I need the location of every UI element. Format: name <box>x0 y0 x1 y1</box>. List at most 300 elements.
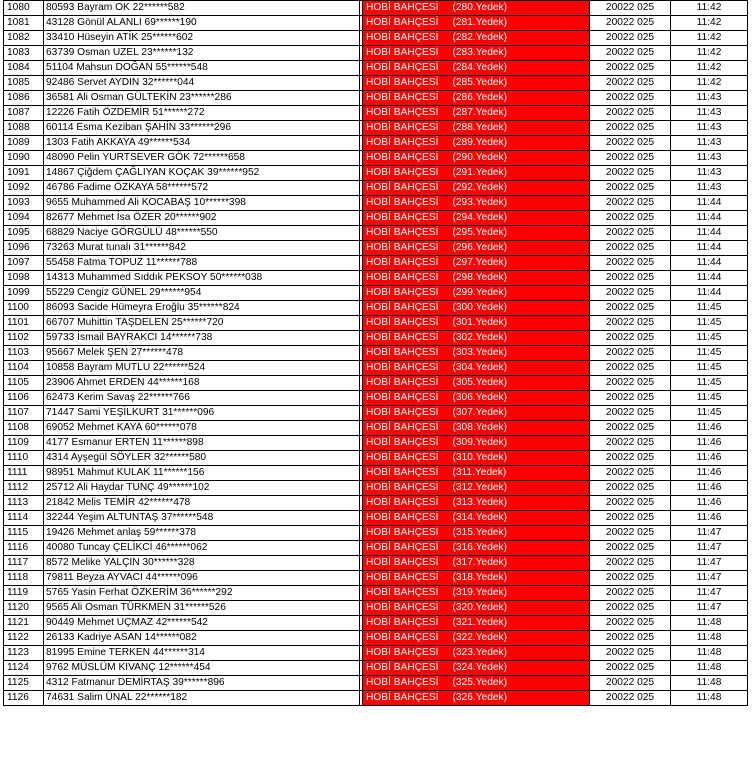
reserve-slot-label: (326.Yedek) <box>452 692 508 703</box>
results-table <box>3 0 748 706</box>
time-cell: 11:45 <box>671 361 748 376</box>
time-cell: 11:48 <box>671 676 748 691</box>
table-row <box>4 31 748 46</box>
department-label: HOBİ BAHÇESİ <box>366 182 439 193</box>
row-number-cell: 1082 <box>4 31 44 46</box>
code-cell: 20022 025 <box>590 586 671 601</box>
row-number-cell: 1123 <box>4 646 44 661</box>
department-cell <box>363 451 590 466</box>
row-number-cell: 1113 <box>4 496 44 511</box>
row-number-cell: 1089 <box>4 136 44 151</box>
table-row <box>4 406 748 421</box>
code-cell: 20022 025 <box>590 601 671 616</box>
reserve-slot-label: (300.Yedek) <box>452 302 508 313</box>
code-cell: 20022 025 <box>590 376 671 391</box>
code-cell: 20022 025 <box>590 211 671 226</box>
table-row <box>4 526 748 541</box>
department-label: HOBİ BAHÇESİ <box>366 392 439 403</box>
row-number-cell: 1084 <box>4 61 44 76</box>
time-cell: 11:46 <box>671 481 748 496</box>
row-number-cell: 1100 <box>4 301 44 316</box>
table-row <box>4 571 748 586</box>
department-label: HOBİ BAHÇESİ <box>366 17 439 28</box>
table-row <box>4 76 748 91</box>
applicant-name-cell: 80593 Bayram OK 22******582 <box>44 1 360 16</box>
table-row <box>4 391 748 406</box>
department-label: HOBİ BAHÇESİ <box>366 32 439 43</box>
time-cell: 11:48 <box>671 616 748 631</box>
time-cell: 11:43 <box>671 166 748 181</box>
time-cell: 11:44 <box>671 226 748 241</box>
table-row <box>4 91 748 106</box>
table-row <box>4 616 748 631</box>
row-number-cell: 1105 <box>4 376 44 391</box>
time-cell: 11:47 <box>671 526 748 541</box>
reserve-slot-label: (323.Yedek) <box>452 647 508 658</box>
code-cell: 20022 025 <box>590 76 671 91</box>
time-cell: 11:44 <box>671 196 748 211</box>
time-cell: 11:42 <box>671 46 748 61</box>
table-row <box>4 691 748 706</box>
table-row <box>4 121 748 136</box>
row-number-cell: 1115 <box>4 526 44 541</box>
department-label: HOBİ BAHÇESİ <box>366 122 439 133</box>
time-cell: 11:44 <box>671 271 748 286</box>
time-cell: 11:45 <box>671 346 748 361</box>
reserve-slot-label: (324.Yedek) <box>452 662 508 673</box>
time-cell: 11:48 <box>671 646 748 661</box>
reserve-slot-label: (301.Yedek) <box>452 317 508 328</box>
time-cell: 11:45 <box>671 316 748 331</box>
department-label: HOBİ BAHÇESİ <box>366 272 439 283</box>
code-cell: 20022 025 <box>590 16 671 31</box>
department-cell <box>363 271 590 286</box>
time-cell: 11:48 <box>671 691 748 706</box>
department-cell <box>363 541 590 556</box>
applicant-name-cell: 4177 Esmanur ERTEN 11******898 <box>44 436 360 451</box>
department-label: HOBİ BAHÇESİ <box>366 527 439 538</box>
table-row <box>4 241 748 256</box>
row-number-cell: 1088 <box>4 121 44 136</box>
reserve-slot-label: (282.Yedek) <box>452 32 508 43</box>
code-cell: 20022 025 <box>590 91 671 106</box>
code-cell: 20022 025 <box>590 61 671 76</box>
applicant-name-cell: 1303 Fatih AKKAYA 49******534 <box>44 136 360 151</box>
code-cell: 20022 025 <box>590 631 671 646</box>
row-number-cell: 1121 <box>4 616 44 631</box>
code-cell: 20022 025 <box>590 316 671 331</box>
applicant-name-cell: 81995 Emine TERKEN 44******314 <box>44 646 360 661</box>
time-cell: 11:47 <box>671 571 748 586</box>
department-cell <box>363 391 590 406</box>
department-cell <box>363 601 590 616</box>
row-number-cell: 1090 <box>4 151 44 166</box>
reserve-slot-label: (306.Yedek) <box>452 392 508 403</box>
table-row <box>4 181 748 196</box>
department-cell <box>363 46 590 61</box>
table-row <box>4 601 748 616</box>
applicant-name-cell: 66707 Muhittin TAŞDELEN 25******720 <box>44 316 360 331</box>
department-label: HOBİ BAHÇESİ <box>366 692 439 703</box>
applicant-name-cell: 12226 Fatih ÖZDEMİR 51******272 <box>44 106 360 121</box>
time-cell: 11:45 <box>671 406 748 421</box>
applicant-name-cell: 21842 Melis TEMİR 42******478 <box>44 496 360 511</box>
row-number-cell: 1108 <box>4 421 44 436</box>
time-cell: 11:42 <box>671 76 748 91</box>
department-label: HOBİ BAHÇESİ <box>366 167 439 178</box>
department-cell <box>363 616 590 631</box>
applicant-name-cell: 8572 Melike YALÇIN 30******328 <box>44 556 360 571</box>
code-cell: 20022 025 <box>590 166 671 181</box>
table-row <box>4 166 748 181</box>
applicant-name-cell: 59733 İsmail BAYRAKCI 14******738 <box>44 331 360 346</box>
applicant-name-cell: 9762 MÜSLÜM KIVANÇ 12******454 <box>44 661 360 676</box>
department-cell <box>363 91 590 106</box>
table-row <box>4 511 748 526</box>
code-cell: 20022 025 <box>590 136 671 151</box>
row-number-cell: 1102 <box>4 331 44 346</box>
applicant-name-cell: 98951 Mahmut KULAK 11******156 <box>44 466 360 481</box>
applicant-name-cell: 46786 Fadime ÖZKAYA 58******572 <box>44 181 360 196</box>
applicant-name-cell: 4314 Ayşegül SÖYLER 32******580 <box>44 451 360 466</box>
time-cell: 11:47 <box>671 601 748 616</box>
time-cell: 11:44 <box>671 256 748 271</box>
department-label: HOBİ BAHÇESİ <box>366 197 439 208</box>
code-cell: 20022 025 <box>590 241 671 256</box>
time-cell: 11:43 <box>671 106 748 121</box>
row-number-cell: 1081 <box>4 16 44 31</box>
department-label: HOBİ BAHÇESİ <box>366 302 439 313</box>
department-cell <box>363 76 590 91</box>
department-cell <box>363 676 590 691</box>
reserve-slot-label: (314.Yedek) <box>452 512 508 523</box>
department-cell <box>363 181 590 196</box>
reserve-slot-label: (320.Yedek) <box>452 602 508 613</box>
applicant-name-cell: 14313 Muhammed Sıddık PEKSOY 50******038 <box>44 271 360 286</box>
department-cell <box>363 286 590 301</box>
time-cell: 11:43 <box>671 151 748 166</box>
row-number-cell: 1126 <box>4 691 44 706</box>
department-cell <box>363 106 590 121</box>
code-cell: 20022 025 <box>590 391 671 406</box>
time-cell: 11:42 <box>671 31 748 46</box>
applicant-name-cell: 86093 Sacide Hümeyra Eroğlu 35******824 <box>44 301 360 316</box>
applicant-name-cell: 9565 Ali Osman TÜRKMEN 31******526 <box>44 601 360 616</box>
code-cell: 20022 025 <box>590 436 671 451</box>
table-row <box>4 421 748 436</box>
time-cell: 11:44 <box>671 211 748 226</box>
applicant-name-cell: 73263 Murat tunalı 31******842 <box>44 241 360 256</box>
table-row <box>4 481 748 496</box>
department-cell <box>363 196 590 211</box>
department-cell <box>363 1 590 16</box>
code-cell: 20022 025 <box>590 496 671 511</box>
department-cell <box>363 136 590 151</box>
row-number-cell: 1085 <box>4 76 44 91</box>
department-cell <box>363 226 590 241</box>
applicant-name-cell: 55229 Cengiz GÜNEL 29******954 <box>44 286 360 301</box>
code-cell: 20022 025 <box>590 1 671 16</box>
reserve-slot-label: (322.Yedek) <box>452 632 508 643</box>
time-cell: 11:42 <box>671 1 748 16</box>
table-row <box>4 556 748 571</box>
row-number-cell: 1104 <box>4 361 44 376</box>
department-label: HOBİ BAHÇESİ <box>366 107 439 118</box>
reserve-slot-label: (281.Yedek) <box>452 17 508 28</box>
applicant-name-cell: 71447 Sami YEŞİLKURT 31******096 <box>44 406 360 421</box>
department-cell <box>363 16 590 31</box>
code-cell: 20022 025 <box>590 421 671 436</box>
department-cell <box>363 691 590 706</box>
row-number-cell: 1096 <box>4 241 44 256</box>
code-cell: 20022 025 <box>590 31 671 46</box>
reserve-slot-label: (325.Yedek) <box>452 677 508 688</box>
department-cell <box>363 316 590 331</box>
department-label: HOBİ BAHÇESİ <box>366 377 439 388</box>
reserve-slot-label: (299.Yedek) <box>452 287 508 298</box>
table-row <box>4 661 748 676</box>
reserve-slot-label: (311.Yedek) <box>452 467 507 478</box>
time-cell: 11:43 <box>671 91 748 106</box>
department-cell <box>363 346 590 361</box>
department-label: HOBİ BAHÇESİ <box>366 407 439 418</box>
department-label: HOBİ BAHÇESİ <box>366 332 439 343</box>
reserve-slot-label: (317.Yedek) <box>452 557 508 568</box>
table-row <box>4 541 748 556</box>
department-cell <box>363 256 590 271</box>
row-number-cell: 1093 <box>4 196 44 211</box>
applicant-name-cell: 60114 Esma Keziban ŞAHİN 33******296 <box>44 121 360 136</box>
reserve-slot-label: (310.Yedek) <box>452 452 508 463</box>
reserve-slot-label: (319.Yedek) <box>452 587 508 598</box>
time-cell: 11:48 <box>671 631 748 646</box>
table-row <box>4 256 748 271</box>
code-cell: 20022 025 <box>590 256 671 271</box>
row-number-cell: 1119 <box>4 586 44 601</box>
reserve-slot-label: (287.Yedek) <box>452 107 508 118</box>
code-cell: 20022 025 <box>590 121 671 136</box>
department-label: HOBİ BAHÇESİ <box>366 242 439 253</box>
reserve-slot-label: (295.Yedek) <box>452 227 508 238</box>
department-label: HOBİ BAHÇESİ <box>366 422 439 433</box>
applicant-name-cell: 55458 Fatma TOPUZ 11******788 <box>44 256 360 271</box>
code-cell: 20022 025 <box>590 181 671 196</box>
department-cell <box>363 301 590 316</box>
applicant-name-cell: 68829 Naciye GÖRGÜLÜ 48******550 <box>44 226 360 241</box>
table-row <box>4 331 748 346</box>
table-row <box>4 226 748 241</box>
reserve-slot-label: (280.Yedek) <box>452 2 508 13</box>
reserve-slot-label: (309.Yedek) <box>452 437 508 448</box>
reserve-slot-label: (294.Yedek) <box>452 212 508 223</box>
applicant-name-cell: 79811 Beyza AYVACI 44******096 <box>44 571 360 586</box>
department-cell <box>363 211 590 226</box>
department-label: HOBİ BAHÇESİ <box>366 152 439 163</box>
reserve-slot-label: (290.Yedek) <box>452 152 508 163</box>
code-cell: 20022 025 <box>590 406 671 421</box>
department-label: HOBİ BAHÇESİ <box>366 137 439 148</box>
time-cell: 11:46 <box>671 451 748 466</box>
applicant-name-cell: 23906 Ahmet ERDEN 44******168 <box>44 376 360 391</box>
code-cell: 20022 025 <box>590 676 671 691</box>
table-row <box>4 361 748 376</box>
department-cell <box>363 151 590 166</box>
code-cell: 20022 025 <box>590 286 671 301</box>
row-number-cell: 1094 <box>4 211 44 226</box>
department-label: HOBİ BAHÇESİ <box>366 662 439 673</box>
row-number-cell: 1124 <box>4 661 44 676</box>
code-cell: 20022 025 <box>590 691 671 706</box>
time-cell: 11:43 <box>671 181 748 196</box>
table-row <box>4 46 748 61</box>
row-number-cell: 1106 <box>4 391 44 406</box>
department-cell <box>363 511 590 526</box>
code-cell: 20022 025 <box>590 526 671 541</box>
department-label: HOBİ BAHÇESİ <box>366 347 439 358</box>
reserve-slot-label: (296.Yedek) <box>452 242 508 253</box>
table-row <box>4 676 748 691</box>
applicant-name-cell: 26133 Kadriye ASAN 14******082 <box>44 631 360 646</box>
time-cell: 11:47 <box>671 586 748 601</box>
department-cell <box>363 121 590 136</box>
department-label: HOBİ BAHÇESİ <box>366 62 439 73</box>
reserve-slot-label: (297.Yedek) <box>452 257 508 268</box>
department-cell <box>363 241 590 256</box>
table-row <box>4 61 748 76</box>
row-number-cell: 1114 <box>4 511 44 526</box>
code-cell: 20022 025 <box>590 616 671 631</box>
time-cell: 11:42 <box>671 61 748 76</box>
applicant-name-cell: 33410 Hüseyin ATİK 25******602 <box>44 31 360 46</box>
department-cell <box>363 586 590 601</box>
table-row <box>4 286 748 301</box>
time-cell: 11:48 <box>671 661 748 676</box>
time-cell: 11:45 <box>671 376 748 391</box>
reserve-slot-label: (312.Yedek) <box>452 482 508 493</box>
department-cell <box>363 376 590 391</box>
row-number-cell: 1097 <box>4 256 44 271</box>
applicant-name-cell: 62473 Kerim Savaş 22******766 <box>44 391 360 406</box>
reserve-slot-label: (291.Yedek) <box>452 167 508 178</box>
department-cell <box>363 466 590 481</box>
department-label: HOBİ BAHÇESİ <box>366 287 439 298</box>
table-row <box>4 196 748 211</box>
row-number-cell: 1117 <box>4 556 44 571</box>
time-cell: 11:47 <box>671 556 748 571</box>
department-label: HOBİ BAHÇESİ <box>366 497 439 508</box>
time-cell: 11:47 <box>671 541 748 556</box>
reserve-slot-label: (284.Yedek) <box>452 62 508 73</box>
results-table-body <box>4 1 748 706</box>
department-cell <box>363 331 590 346</box>
time-cell: 11:45 <box>671 391 748 406</box>
reserve-slot-label: (305.Yedek) <box>452 377 508 388</box>
department-label: HOBİ BAHÇESİ <box>366 362 439 373</box>
department-label: HOBİ BAHÇESİ <box>366 317 439 328</box>
table-row <box>4 136 748 151</box>
department-label: HOBİ BAHÇESİ <box>366 47 439 58</box>
reserve-slot-label: (303.Yedek) <box>452 347 508 358</box>
code-cell: 20022 025 <box>590 361 671 376</box>
applicant-name-cell: 63739 Osman UZEL 23******132 <box>44 46 360 61</box>
reserve-slot-label: (308.Yedek) <box>452 422 508 433</box>
department-label: HOBİ BAHÇESİ <box>366 92 439 103</box>
row-number-cell: 1125 <box>4 676 44 691</box>
department-label: HOBİ BAHÇESİ <box>366 557 439 568</box>
table-row <box>4 316 748 331</box>
applicant-name-cell: 36581 Ali Osman GÜLTEKİN 23******286 <box>44 91 360 106</box>
code-cell: 20022 025 <box>590 466 671 481</box>
applicant-name-cell: 25712 Ali Haydar TUNÇ 49******102 <box>44 481 360 496</box>
department-label: HOBİ BAHÇESİ <box>366 512 439 523</box>
code-cell: 20022 025 <box>590 646 671 661</box>
table-row <box>4 271 748 286</box>
row-number-cell: 1101 <box>4 316 44 331</box>
code-cell: 20022 025 <box>590 661 671 676</box>
code-cell: 20022 025 <box>590 481 671 496</box>
applicant-name-cell: 82677 Mehmet İsa ÖZER 20******902 <box>44 211 360 226</box>
applicant-name-cell: 32244 Yeşim ALTUNTAŞ 37******548 <box>44 511 360 526</box>
applicant-name-cell: 14867 Çiğdem ÇAĞLIYAN KOÇAK 39******952 <box>44 166 360 181</box>
code-cell: 20022 025 <box>590 196 671 211</box>
row-number-cell: 1086 <box>4 91 44 106</box>
department-label: HOBİ BAHÇESİ <box>366 77 439 88</box>
applicant-name-cell: 10858 Bayram MUTLU 22******524 <box>44 361 360 376</box>
table-row <box>4 346 748 361</box>
department-label: HOBİ BAHÇESİ <box>366 632 439 643</box>
table-row <box>4 301 748 316</box>
table-row <box>4 496 748 511</box>
applicant-name-cell: 43128 Gönül ALANLI 69******190 <box>44 16 360 31</box>
row-number-cell: 1111 <box>4 466 44 481</box>
department-cell <box>363 646 590 661</box>
department-cell <box>363 61 590 76</box>
table-row <box>4 451 748 466</box>
table-row <box>4 106 748 121</box>
department-label: HOBİ BAHÇESİ <box>366 542 439 553</box>
department-label: HOBİ BAHÇESİ <box>366 212 439 223</box>
time-cell: 11:45 <box>671 301 748 316</box>
applicant-name-cell: 9655 Muhammed Ali KOCABAŞ 10******398 <box>44 196 360 211</box>
applicant-name-cell: 51104 Mahsun DOĞAN 55******548 <box>44 61 360 76</box>
department-cell <box>363 166 590 181</box>
reserve-slot-label: (302.Yedek) <box>452 332 508 343</box>
table-row <box>4 16 748 31</box>
row-number-cell: 1095 <box>4 226 44 241</box>
table-row <box>4 631 748 646</box>
code-cell: 20022 025 <box>590 511 671 526</box>
time-cell: 11:43 <box>671 121 748 136</box>
row-number-cell: 1107 <box>4 406 44 421</box>
row-number-cell: 1083 <box>4 46 44 61</box>
department-label: HOBİ BAHÇESİ <box>366 257 439 268</box>
department-cell <box>363 526 590 541</box>
table-row <box>4 151 748 166</box>
time-cell: 11:46 <box>671 466 748 481</box>
department-cell <box>363 496 590 511</box>
table-row <box>4 466 748 481</box>
code-cell: 20022 025 <box>590 346 671 361</box>
table-row <box>4 376 748 391</box>
row-number-cell: 1116 <box>4 541 44 556</box>
table-row <box>4 646 748 661</box>
department-cell <box>363 31 590 46</box>
reserve-slot-label: (313.Yedek) <box>452 497 508 508</box>
table-row <box>4 1 748 16</box>
code-cell: 20022 025 <box>590 541 671 556</box>
department-cell <box>363 436 590 451</box>
applicant-name-cell: 4312 Fatmanur DEMİRTAŞ 39******896 <box>44 676 360 691</box>
